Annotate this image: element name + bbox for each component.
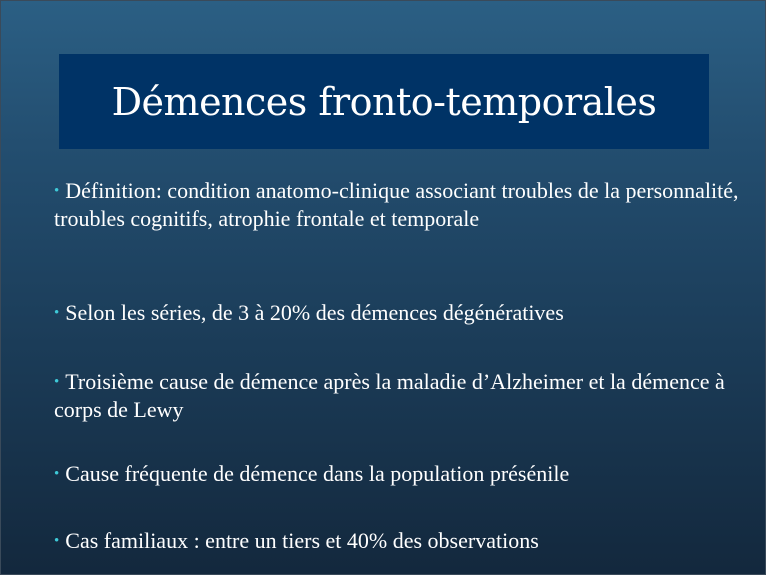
bullet-item-frequent-cause [54,460,744,488]
bullet-dot-icon: • [54,305,60,321]
bullet-text: Cas familiaux : entre un tiers et 40% des observations [65,528,539,553]
bullet-dot-icon: • [54,374,60,390]
title-box [59,54,709,149]
bullet-item-definition [54,177,744,232]
bullet-text: Troisième cause de démence après la maladie d’Alzheimer et la démence à corps de Lewy [54,369,725,422]
bullet-item-familial-cases [54,527,744,555]
bullet-item-series [54,299,744,327]
bullet-dot-icon: • [54,466,60,482]
bullet-dot-icon: • [54,533,60,549]
bullet-dot-icon: • [54,183,60,199]
bullet-item-third-cause [54,368,744,423]
bullet-text: Cause fréquente de démence dans la population présénile [65,461,570,486]
slide-title: Démences fronto-temporales [111,79,657,124]
bullet-text: Définition: condition anatomo-clinique associant troubles de la personnalité, troubles cognitifs, atrophie frontale et temporale [54,178,739,231]
bullet-text: Selon les séries, de 3 à 20% des démences dégénératives [65,300,564,325]
